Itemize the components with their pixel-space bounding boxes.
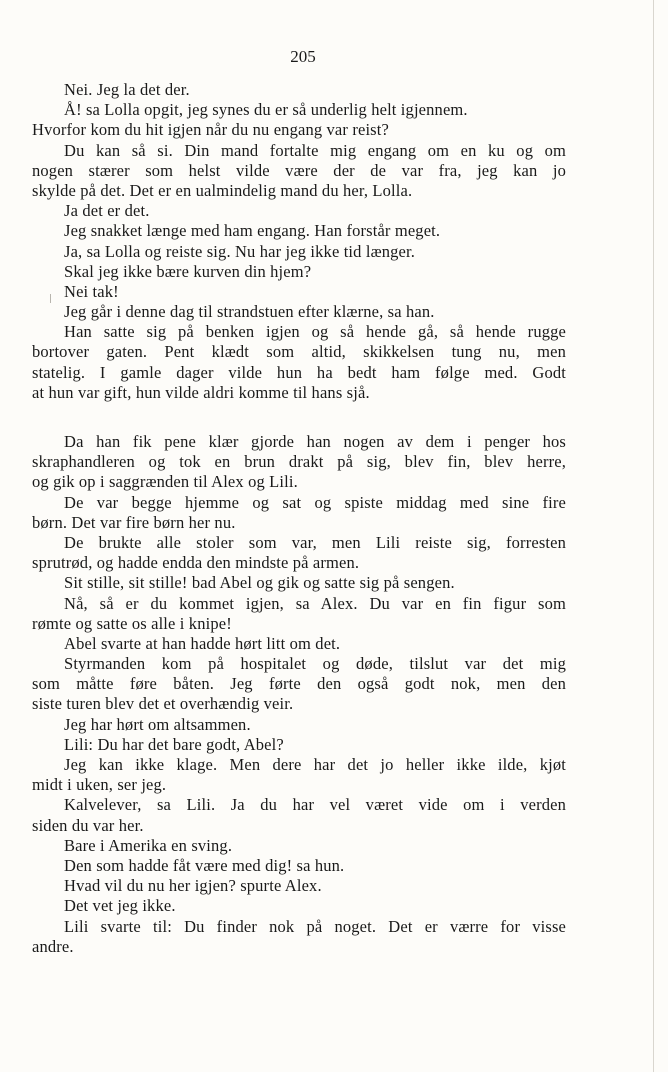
text-line: Da han fik pene klær gjorde han nogen av dem i penger hos: [64, 432, 566, 451]
text-line: Kalvelever, sa Lili. Ja du har vel været vide om i verden: [64, 795, 566, 815]
text-section-1: [32, 80, 566, 403]
text-line: Abel svarte at han hadde hørt litt om det.: [64, 633, 341, 653]
text-line: skraphandleren og tok en brun drakt på sig, blev fin, blev herre,: [32, 452, 566, 472]
text-line: De brukte alle stoler som var, men Lili reiste sig, forresten: [64, 532, 566, 552]
text-line: Jeg kan ikke klage. Men dere har det jo heller ikke ilde, kjøt: [64, 755, 566, 774]
text-line: siden du var her.: [32, 815, 144, 835]
text-line: Hvorfor kom du hit igjen når du nu engang var reist?: [32, 120, 389, 140]
text-line: skylde på det. Det er en ualmindelig mand du her, Lolla.: [32, 180, 413, 200]
text-line: Nå, så er du kommet igjen, sa Alex. Du var en fin figur som: [64, 593, 566, 613]
text-line: midt i uken, ser jeg.: [32, 775, 167, 795]
page-number: 205: [290, 47, 316, 66]
text-line: Styrmanden kom på hospitalet og døde, tilslut var det mig: [64, 654, 566, 674]
text-section-2: [32, 432, 566, 957]
page-edge: [653, 0, 654, 1072]
text-line: at hun var gift, hun vilde aldri komme til hans sjå.: [32, 382, 370, 402]
text-line: og gik op i saggrænden til Alex og Lili.: [32, 472, 298, 492]
text-line: nogen stærer som helst vilde være der de var fra, jeg kan jo: [32, 160, 566, 180]
text-line: sprutrød, og hadde endda den mindste på armen.: [32, 553, 360, 573]
text-line: rømte og satte os alle i knipe!: [32, 613, 232, 633]
text-line: Skal jeg ikke bære kurven din hjem?: [64, 261, 312, 281]
text-line: Sit stille, sit stille! bad Abel og gik og satte sig på sengen.: [64, 573, 455, 593]
text-line: Han satte sig på benken igjen og så hende gå, så hende rugge: [64, 322, 566, 342]
text-line: Lili: Du har det bare godt, Abel?: [64, 734, 284, 754]
text-line: Hvad vil du nu her igjen? spurte Alex.: [64, 876, 322, 896]
text-line: Jeg snakket længe med ham engang. Han forstår meget.: [64, 221, 441, 241]
text-line: Du kan så si. Din mand fortalte mig engang om en ku og om: [64, 140, 566, 160]
text-line: Nei tak!: [64, 281, 119, 301]
text-line: andre.: [32, 936, 74, 956]
text-line: Nei. Jeg la det der.: [64, 80, 190, 99]
text-line: statelig. I gamle dager vilde hun ha bedt ham følge med. Godt: [32, 362, 566, 382]
text-line: siste turen blev det et overhændig veir.: [32, 694, 294, 714]
text-line: Jeg går i denne dag til strandstuen efter klærne, sa han.: [64, 302, 435, 322]
text-line: som måtte føre båten. Jeg førte den også godt nok, men den: [32, 674, 566, 694]
text-line: Jeg har hørt om altsammen.: [64, 714, 251, 734]
text-line: Den som hadde fåt være med dig! sa hun.: [64, 855, 345, 875]
text-line: Bare i Amerika en sving.: [64, 835, 233, 855]
text-line: Ja, sa Lolla og reiste sig. Nu har jeg ikke tid længer.: [64, 241, 416, 261]
text-line: Det vet jeg ikke.: [64, 896, 176, 916]
text-line: Å! sa Lolla opgit, jeg synes du er så underlig helt igjennem.: [64, 100, 468, 120]
text-line: bortover gaten. Pent klædt som altid, skikkelsen tung nu, men: [32, 342, 566, 362]
text-line: Ja det er det.: [64, 201, 150, 221]
text-line: børn. Det var fire børn her nu.: [32, 512, 236, 532]
text-line: De var begge hjemme og sat og spiste middag med sine fire: [64, 492, 566, 512]
text-line: Lili svarte til: Du finder nok på noget. Det er værre for visse: [64, 916, 566, 936]
